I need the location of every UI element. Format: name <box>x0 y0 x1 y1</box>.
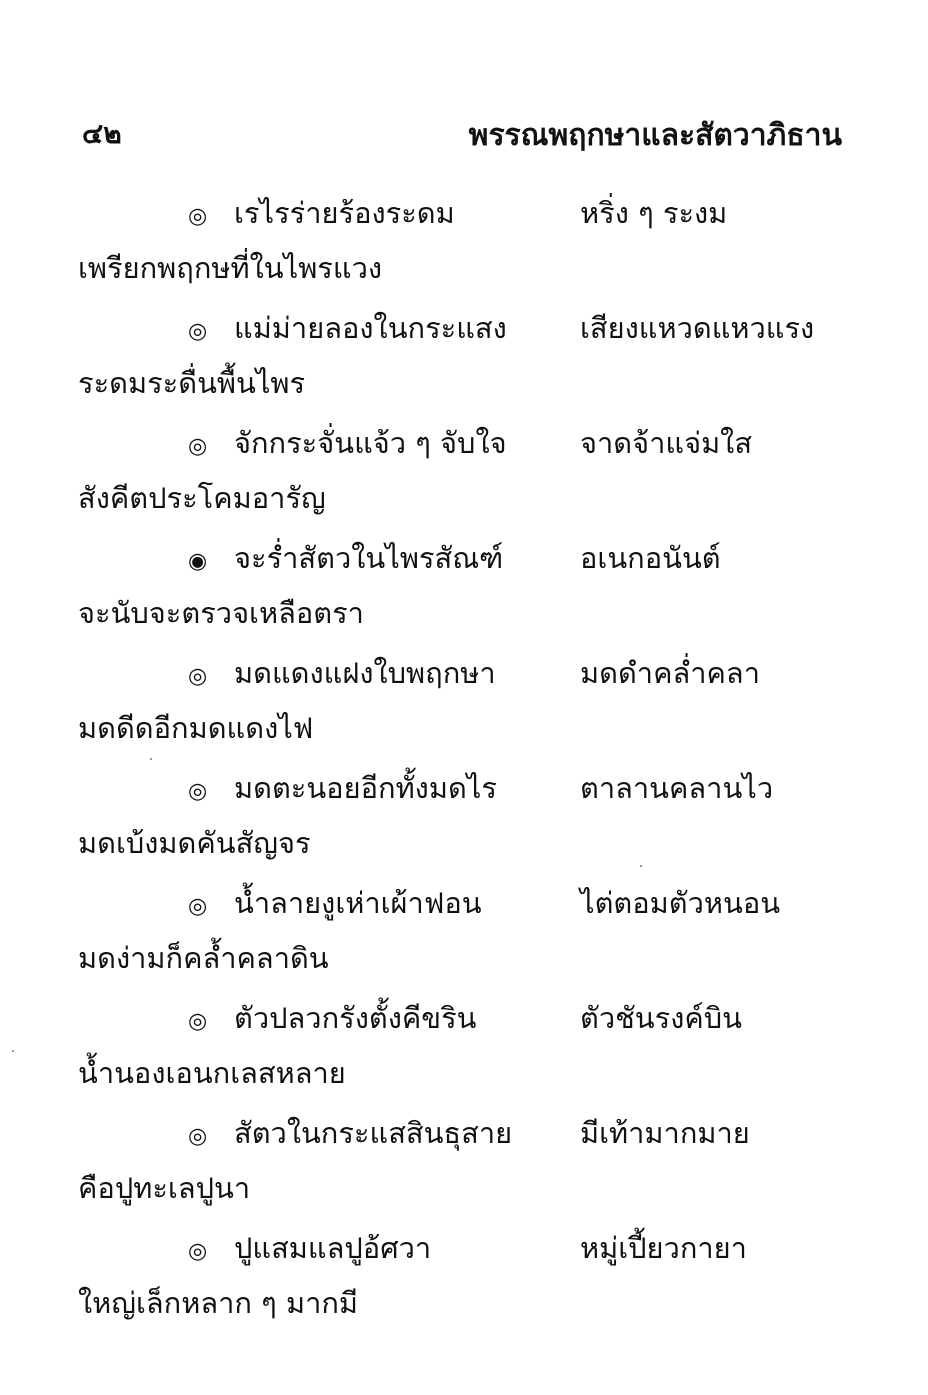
verse-first-half: ปูแสมแลปูอ้ศวา <box>234 1231 432 1265</box>
verse-tail-line: ใหญ่เล็กหลาก ๆ มากมี <box>78 1286 359 1320</box>
verse-tail-line: สังคีตประโคมอารัญ <box>78 481 326 515</box>
verse-tail-line: คือปูทะเลปูนา <box>78 1171 251 1205</box>
verse-first-half: สัตวในกระแสสินธุสาย <box>234 1116 513 1150</box>
bullet-icon: ◎ <box>188 434 208 459</box>
verse-first-half: น้ำลายงูเห่าเผ้าฟอน <box>234 886 482 920</box>
verse-first-line <box>188 993 868 1043</box>
verse-tail-line: จะนับจะตรวจเหลือตรา <box>78 596 364 630</box>
verse-tail-line: มดเบ้งมดคันสัญจร <box>78 826 311 860</box>
verse-first-line <box>188 188 868 238</box>
verse-second-half: ตัวชันรงค์บิน <box>580 1001 742 1035</box>
verse-second-half: มดดำคล่ำคลา <box>580 656 760 690</box>
verse-first-line <box>188 763 868 813</box>
verse-stanza <box>78 418 868 533</box>
verse-first-line <box>188 1108 868 1158</box>
verse-stanza <box>78 1223 868 1338</box>
scan-speck <box>640 865 642 867</box>
verse-second-half: อเนกอนันต์ <box>580 541 721 575</box>
bullet-icon: ◉ <box>188 549 208 574</box>
scan-speck <box>12 1050 14 1052</box>
verse-second-half: ตาลานคลานไว <box>580 771 774 805</box>
running-title: พรรณพฤกษาและสัตวาภิธาน <box>468 118 842 153</box>
verse-stanza <box>78 648 868 763</box>
verse-first-line <box>188 648 868 698</box>
verse-second-half: ไต่ตอมตัวหนอน <box>580 886 781 920</box>
bullet-icon: ◎ <box>188 1239 208 1264</box>
verse-tail-line: มดง่ามก็คล้ำคลาดิน <box>78 941 329 975</box>
verse-stanza <box>78 763 868 878</box>
verse-stanza <box>78 1108 868 1223</box>
verse-first-line <box>188 1223 868 1273</box>
verse-first-line <box>188 303 868 353</box>
verse-first-half: เรไรร่ายร้องระดม <box>234 196 455 230</box>
bullet-icon: ◎ <box>188 779 208 804</box>
verse-first-half: ตัวปลวกรังตั้งคีขริน <box>234 1001 477 1035</box>
verse-first-line <box>188 418 868 468</box>
verse-tail-line: ระดมระดื่นพื้นไพร <box>78 366 306 400</box>
verse-first-half: แม่ม่ายลองในกระแสง <box>234 311 507 345</box>
verse-second-half: จาดจ้าแจ่มใส <box>580 426 753 460</box>
verse-list <box>78 188 868 1338</box>
bullet-icon: ◎ <box>188 1124 208 1149</box>
bullet-icon: ◎ <box>188 319 208 344</box>
verse-stanza <box>78 878 868 993</box>
verse-first-line <box>188 533 868 583</box>
verse-second-half: หมู่เปี้ยวกายา <box>580 1231 747 1265</box>
verse-tail-line: เพรียกพฤกษที่ในไพรแวง <box>78 251 383 285</box>
verse-stanza <box>78 303 868 418</box>
bullet-icon: ◎ <box>188 1009 208 1034</box>
verse-first-half: มดตะนอยอีกทั้งมดไร <box>234 771 497 805</box>
verse-stanza <box>78 533 868 648</box>
verse-second-half: หริ่ง ๆ ระงม <box>580 196 728 230</box>
verse-first-half: จักกระจั่นแจ้ว ๆ จับใจ <box>234 426 507 460</box>
verse-second-half: เสียงแหวดแหวแรง <box>580 311 815 345</box>
verse-first-half: จะร่ำสัตวในไพรสัณฑ์ <box>234 541 504 575</box>
verse-tail-line: มดดีดอีกมดแดงไฟ <box>78 711 314 745</box>
verse-second-half: มีเท้ามากมาย <box>580 1116 750 1150</box>
verse-stanza <box>78 188 868 303</box>
bullet-icon: ◎ <box>188 204 208 229</box>
scan-speck <box>150 758 152 760</box>
verse-first-half: มดแดงแฝงใบพฤกษา <box>234 656 496 690</box>
verse-tail-line: น้ำนองเอนกเลสหลาย <box>78 1056 346 1090</box>
verse-first-line <box>188 878 868 928</box>
verse-stanza <box>78 993 868 1108</box>
bullet-icon: ◎ <box>188 894 208 919</box>
bullet-icon: ◎ <box>188 664 208 689</box>
page-number: ๔๒ <box>82 117 122 150</box>
